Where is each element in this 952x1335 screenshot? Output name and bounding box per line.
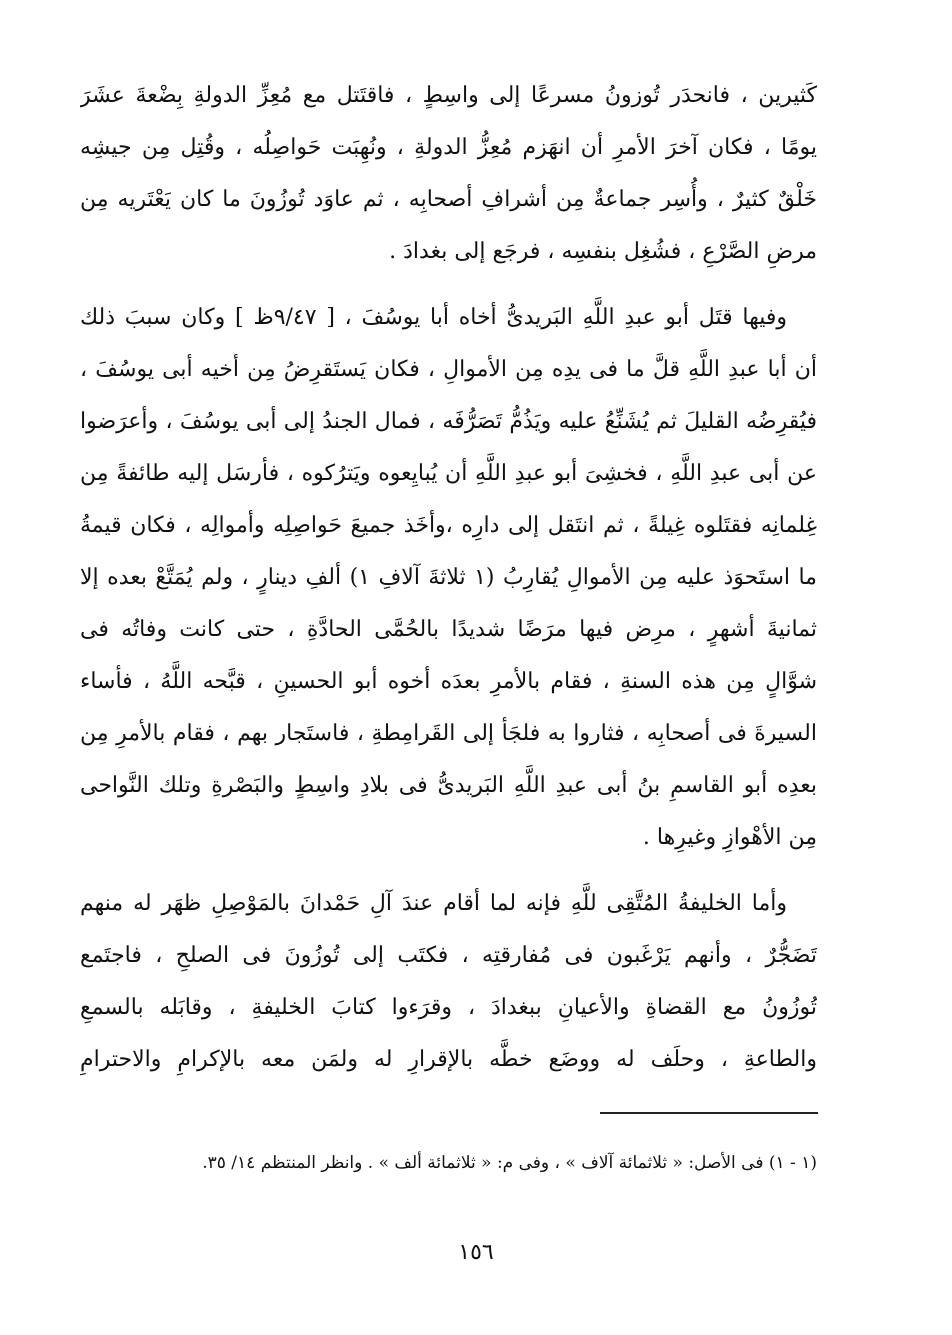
text-line: مِن الأهْوازِ وغيرِها . (642, 825, 817, 850)
paragraph-3 (80, 878, 817, 1086)
paragraph-1 (80, 70, 817, 278)
text-line: تَضَجُّرٌ ، وأنهم يَرْغَبون فى مُفارقتِه ، فكتَب إلى تُوزُونَ فى الصلحِ ، فاجتَمع (80, 943, 817, 968)
paragraph-2 (80, 292, 817, 864)
text-line: وأما الخليفةُ المُتَّقِى للَّهِ فإنه لما أقام عندَ آلِ حَمْدانَ بالمَوْصِلِ ظهَر له منهم (80, 891, 787, 916)
text-line: فيُقرِضُه القليلَ ثم يُشَنِّعُ عليه ويَذُمُّ تَصَرُّفَه ، فمال الجندُ إلى أبى يوسُفَ ، وأعرَضوا (80, 409, 817, 434)
text-line: يومًا ، فكان آخرَ الأمرِ أن انهَزم مُعِزُّ الدولةِ ، ونُهِبَت حَواصِلُه ، وقُتِل مِن جيشِه (80, 135, 817, 160)
text-line: أن أبا عبدِ اللَّهِ قلَّ ما فى يدِه مِن الأموالِ ، فكان يَستَقرِضُ مِن أخيه أبى يوسُفَ ، (80, 357, 817, 382)
text-line: السيرةَ فى أصحابِه ، فثاروا به فلجَأ إلى القَرامِطةِ ، فاستَجار بهم ، فقام بالأمرِ مِن (80, 721, 817, 746)
text-line: كَثيرين ، فانحدَر تُوزونُ مسرعًا إلى واسِطٍ ، فاقتَتل مع مُعِزِّ الدولةِ بِضْعةَ عشَرَ (80, 83, 817, 108)
footnote-divider (600, 1112, 818, 1114)
text-line: ما استَحوَذ عليه مِن الأموالِ يُقارِبُ (١ ثلاثةَ آلافِ ١) ألفِ دينارٍ ، ولم يُمَتَّعْ بعده إلا (80, 565, 817, 590)
text-line: وفيها قتَل أبو عبدِ اللَّهِ البَريدىُّ أخاه أبا يوسُفَ ، [ ٩/٤٧ظ ] وكان سببَ ذلك (80, 305, 788, 330)
page-number: ١٥٦ (458, 1240, 494, 1265)
text-line: بعدِه أبو القاسمِ بنُ أبى عبدِ اللَّهِ البَريدىُّ فى بلادِ واسِطٍ والبَصْرةِ وتلك النَّواحى (80, 773, 817, 798)
text-line: مرضِ الصَّرْعِ ، فشُغِل بنفسِه ، فرجَع إلى بغدادَ . (389, 239, 817, 264)
text-line: عن أبى عبدِ اللَّهِ ، فخشِىَ أبو عبدِ اللَّهِ أن يُبايِعوه ويَترُكوه ، فأرسَل إليه طائفةً مِن (80, 461, 817, 486)
text-line: تُوزُونُ مع القضاةِ والأعيانِ ببغدادَ ، وقرَءوا كتابَ الخليفةِ ، وقابَله بالسمعِ (80, 995, 817, 1020)
text-line: ثمانيةَ أشهرٍ ، مرِض فيها مرَضًا شديدًا بالحُمَّى الحادَّةِ ، حتى كانت وفاتُه فى (80, 617, 817, 642)
footnote: (١ - ١) فى الأصل: « ثلاثمائة آلاف » ، وفى م: « ثلاثمائة ألف » . وانظر المنتظم ١٤/ ٣٥. (202, 1153, 817, 1173)
text-line: شوَّالٍ مِن هذه السنةِ ، فقام بالأمرِ بعدَه أخوه أبو الحسينِ ، قبَّحه اللَّهُ ، فأساء (80, 669, 817, 694)
text-line: خَلْقٌ كثيرٌ ، وأُسِر جماعةٌ مِن أشرافِ أصحابِه ، ثم عاوَد تُوزُونَ ما كان يَعْتَريه مِن (80, 187, 817, 212)
text-line: غِلمانِه فقتَلوه غِيلةً ، ثم انتَقل إلى دارِه ،وأخَذ جميعَ حَواصِلِه وأموالِه ، فكان قيمةُ (80, 513, 817, 538)
text-line: والطاعةِ ، وحلَف له ووضَع خطَّه بالإقرارِ له ولمَن معه بالإكرامِ والاحترامِ (80, 1047, 817, 1072)
